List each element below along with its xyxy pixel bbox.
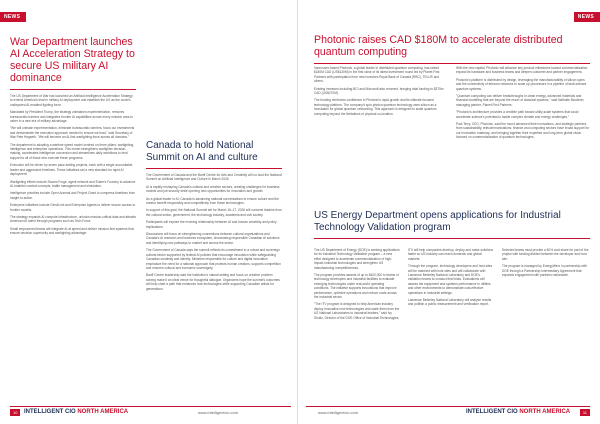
brand-name: INTELLIGENT CIO [24,409,76,415]
brand-logo-left [24,409,128,415]
article-body-war [10,94,136,236]
paragraph: AI is rapidly reshaping Canada's cultural and creative sectors, creating challenges for business models and job security while opening new opportunities for innovation and growth. [146,184,280,194]
paragraph: ITV will help companies develop, deploy and make solutions faster so US industry can reach domestic and global markets. [408,248,494,261]
paragraph: Through the program, technology developers and host sites will be matched with host sites and will collaborate with Lawrence Berkeley National Laboratory and DOE's validation teams to conduct field trials. Evaluations will assess the equipment and systems performance in utilities and other environments to demonstrate cost-effective operations in industrial settings. [408,264,493,295]
divider [314,63,590,64]
paragraph: Existing investors including BCI and Microsoft also returned, bringing total funding to $375m CAD (US$270M). [314,86,444,96]
article-energy [314,210,590,243]
paragraph: Intelligence priorities include Open Arsenal and Project Grant to compress timelines from insight to action. [10,191,136,200]
footer-rule [10,406,291,407]
paragraph: The funding reinforces confidence in Photonic's rapid growth and its ultimate focused technology platform. The company's spin-photon quantum technology uses silicon as a foundation for global quantum networking. This approach is designed to scale quantum computing beyond the limitations of physical co-location. [314,98,437,116]
paragraph: The strategy expands AI compute infrastructure, unlocks mission-critical data and attracts American AI talent through programs such as Tech Force. [10,214,136,224]
headline-canada-summit: Canada to hold National Summit on AI and culture [146,140,258,163]
paragraph: Mandated by President Trump, the strategy unleashes experimentation, removes bureaucratic barriers and integrates frontier AI capabilities across every mission area to usher in a new era of military advantage. [10,110,133,124]
photonic-col-1 [314,66,448,119]
paragraph: Photonic's platform is distributed by design, leveraging the manufacturability of silicon spins and the connectivity of telecom networks to scale up processors in a pipeline of fault-tolerant quantum systems. [456,77,587,91]
paragraph: The program provides awards of up to $400,000 to teams of technology developers and industrial facilities to evaluate emerging technologies under real-world operating conditions. The initiative supports innovations that improve performance, optimize operations and reduce costs across the industrial sector. [314,273,399,300]
paragraph: As a global leader in AI, Canada is advancing national conversations to ensure culture and the creator benefit responsibly and competitively from these technologies. [146,196,279,206]
energy-col-1 [314,248,400,323]
paragraph: The US Department of Energy (DOE) is seeking applications for its Industrial Technology Validation program – a new effort designed to accelerate commercialization of high-impact industrial technologies and strengthen US manufacturing competitiveness. [314,248,400,270]
paragraph: Warfighting efforts include Swarm Forge, agent network and Ender's Foundry to advance AI-enabled combat concepts, battle management and simulation. [10,179,136,188]
divider [10,89,136,90]
paragraph: In support of this goal, the National Summit set for March 16–17, 2026 will convene leaders from the cultural sector, government, the technology industry, academia and civil society. [146,208,282,217]
paragraph: Selected teams must provide a 50% cost share for part of the project with funding divided between the developer and host site. [502,248,589,261]
paragraph: The department is adopting a wartime speed model centred on three pillars: warfighting, intelligence and enterprise operations. This model strengthens warfighter decision-making, accelerates intelligence conversion and streamlines daily workflows to lend support to all of those who execute these programs. [10,142,135,160]
article-body-canada [146,173,282,291]
brand-region: NORTH AMERICA [519,409,571,415]
paragraph: Participants will explore the evolving relationship between AI and human creativity and policy implications. [146,220,277,229]
footer-rule [306,406,590,407]
brand-region: NORTH AMERICA [77,409,129,415]
divider [146,168,282,169]
divider [314,238,590,239]
article-war-department [10,36,136,239]
footer-url-left[interactable]: www.intelligentcio.com [198,410,239,415]
news-tab-right: NEWS [574,12,600,22]
paragraph: "Photonic's architecture provides a credible path toward utility-scale systems that could accelerate science's potential to tackle complex climate and energy challenges." [456,110,579,119]
paragraph: Paul Terry, CEO, Photonic, said the round advanced their innovations, and strategic partners from sustainability, telecommunications, finance and computing sectors have broad support for our innovation roadmap, and bringing together their expertise and long-term global vision focused on commercialization of quantum technologies. [456,122,590,140]
page-number-left: 10 [10,409,20,416]
paragraph: "Quantum computing can deliver breakthroughs in clean energy, advanced materials and financial modelling that are beyond the reach of classical systems," said Nathalie Moulinier, managing partner, Planet First Partners. [456,94,585,107]
energy-col-3 [502,248,590,280]
paragraph: Small empowered teams will integrate AI at speed and deliver mission-first systems that ensure decision superiority and warfighting advantage. [10,226,134,236]
headline-war-department: War Department launches AI Acceleration Strategy to secure US military AI dominance [10,36,135,84]
brand-logo-right [466,409,570,415]
brand-name: INTELLIGENT CIO [466,409,518,415]
right-page [300,0,600,424]
paragraph: The Government of Canada and the Banff Centre for Arts and Creativity will co-host the National Summit on Artificial Intelligence and Culture in March 2026. [146,173,282,182]
headline-energy: US Energy Department opens applications for Industrial Technology Validation program [314,210,561,233]
paragraph: Enterprise initiatives include GenAI.mil and Enterprise Agents to deliver secure access to frontier models. [10,203,136,212]
paragraph: Banff Centre leadership said the institution's natural setting and focus on creative problem solving make it an ideal venue for thoughtful dialogue. Organizers hope the summit's outcomes will help chart a path that enhances how technologies while supporting Canadian artists for generations. [146,273,280,291]
paragraph: The Government of Canada says the summit reflects its commitment to a robust and sovereign cultural sector supported by federal AI policies that encourage innovation while safeguarding Canadian creativity and identity. Ministers responsible for culture and digital innovation emphasize the need for a national approach that protects human creators, supports competition and ensures cultural and economic sovereignty. [146,248,281,270]
headline-photonic: Photonic raises CAD $180M to accelerate distributed quantum computing [314,34,563,58]
footer-url-right[interactable]: www.intelligentcio.com [318,410,359,415]
energy-col-2 [408,248,494,310]
paragraph: The program is managed by EnergyWerx in partnership with DOE through a Partnership Intermediary Agreement that expands engagement with partners nationwide. [502,264,587,278]
paragraph: "The ITV program is designed to help American industry deploy innovative new technologies and scale them from the US National Laboratories to industrial leaders," said Ivy Shultz, Director of the DOE Office of Industrial Technologies. [314,302,400,320]
article-canada-summit [146,140,282,294]
paragraph: The US Department of War has launched an Artificial Intelligence Acceleration Strategy to extend America's lead in military AI deployment and establish the US as the world's undisputed AI-enabled fighting force. [10,94,133,107]
page-number-right: 11 [580,409,590,416]
paragraph: Vancouver-based Photonic, a global leader in distributed quantum computing, has raised $180M CAD (US$130M) in the first close of its latest investment round led by Planet First Partners with participation from new investors Royal Bank of Canada (RBC), TELUS and others. [314,66,440,84]
paragraph: "We will unleash experimentation, eliminate bureaucratic barriers, focus our investments and demonstrate the execution approach needed to ensure we lead," said Secretary of War Pete Hegseth. "We will become an AI-first warfighting force across all domains." [10,126,135,140]
news-tab-left: NEWS [0,12,26,22]
paragraph: Lawrence Berkeley National Laboratory will analyse results and publish a public measurement and verification report. [408,298,492,307]
paragraph: Discussions will focus on strengthening connections between cultural organizations and Canada's AI research and business ecosystem, showcasing responsible Canadian AI solutions and identifying new pathways to market and across the sector. [146,232,280,245]
photonic-col-2 [456,66,590,143]
paragraph: Execution will be driven by seven pace-setting projects, each with a single accountable leader and aggressive timelines. These initiatives set a new standard for rapid AI deployment: [10,163,133,177]
article-photonic [314,34,590,68]
left-page [0,0,298,424]
paragraph: With the new capital, Photonic will advance key product milestones toward commercialization, expand its hardware and business teams and deepen customer and partner engagement. [456,66,589,75]
